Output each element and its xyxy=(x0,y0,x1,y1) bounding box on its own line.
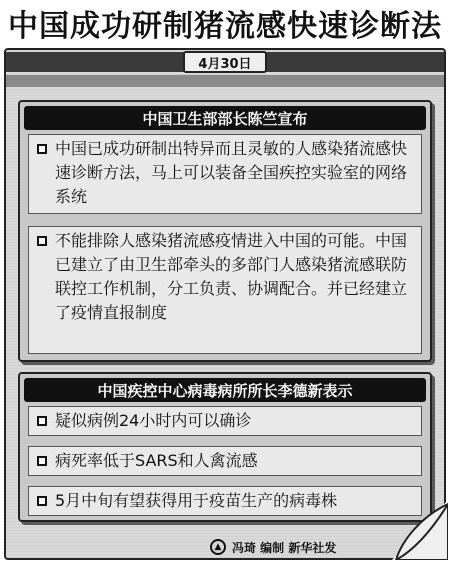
bullet-square-icon xyxy=(37,496,47,506)
divider-strip xyxy=(6,75,444,87)
section-heading: 中国卫生部部长陈竺宣布 xyxy=(24,106,426,130)
list-item xyxy=(28,446,422,476)
list-item xyxy=(28,134,422,214)
xinhua-logo-icon: ▲ xyxy=(210,539,226,555)
item-text: 中国已成功研制出特异而且灵敏的人感染猪流感快速诊断方法，马上可以装备全国疾控实验室的网络系统 xyxy=(55,139,408,206)
bullet-square-icon xyxy=(37,144,47,154)
section-cdc-virology xyxy=(18,372,432,522)
bullet-square-icon xyxy=(37,236,47,246)
item-text: 5月中旬有望获得用于疫苗生产的病毒株 xyxy=(55,491,338,510)
bullet-square-icon xyxy=(37,416,47,426)
list-item xyxy=(28,486,422,516)
list-item xyxy=(28,406,422,436)
date-label: 4月30日 xyxy=(183,51,267,73)
item-text: 疑似病例24小时内可以确诊 xyxy=(55,411,252,430)
section-health-minister xyxy=(18,100,432,362)
list-item xyxy=(28,226,422,354)
credit-text: 冯琦 编制 新华社发 xyxy=(232,540,337,555)
item-text: 不能排除人感染猪流感疫情进入中国的可能。中国已建立了由卫生部牵头的多部门人感染猪流感联防联控工作机制，分工负责、协调配合。并已经建立了疫情直报制度 xyxy=(55,231,408,322)
graphic-title: 中国成功研制猪流感快速诊断法 xyxy=(0,0,450,46)
section-heading: 中国疾控中心病毒病所所长李德新表示 xyxy=(24,378,426,402)
bullet-square-icon xyxy=(37,456,47,466)
page-curl-icon xyxy=(392,500,448,560)
item-text: 病死率低于SARS和人禽流感 xyxy=(55,451,258,470)
credit-line xyxy=(210,537,336,557)
